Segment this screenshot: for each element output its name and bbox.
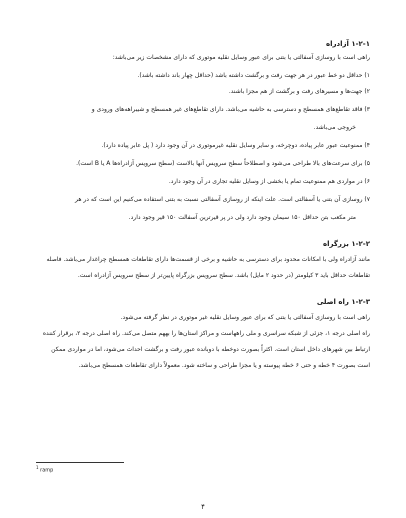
list-item-4: ۴) ممنوعیت عبور عابر پیاده، دوچرخه، و سایر وسایل نقلیه غیرموتوری در آن وجود دارد ( پل عابر پیاده دارد). (101, 142, 370, 149)
expressway-line-2: تقاطعات حداقل باید ۳ کیلومتر (در حدود ۲ مایل) باشد. سطح سرویس بزرگراه پایین‌تر از سطح سرویس آزادراه است. (77, 272, 370, 279)
main-road-line-1: راهی است با روسازی آسفالتی یا بتنی که برای عبور وسایل نقلیه غیر موتوری در نظر گرفته می‌شود. (120, 314, 370, 321)
section-heading-expressway: ۱-۲-۲ بزرگراه (322, 240, 370, 248)
list-item-1: ۱) حداقل دو خط عبور در هر جهت رفت و برگشت داشته باشد (حداقل چهار باند داشته باشد). (137, 72, 370, 79)
list-item-7: ۷) روسازی آن بتنی یا آسفالتی است. علت اینکه از روسازی آسفالتی نسبت به بتنی استفاده می‌کنیم این است که در هر (75, 196, 370, 203)
list-item-6: ۶) در مواردی هم ممنوعیت تمام یا بخشی از وسایل نقلیه تجاری در آن وجود دارد. (168, 178, 370, 185)
section-heading-freeway: ۱-۲-۱ آزادراه (325, 40, 370, 48)
main-road-line-4: است بصورت ۴ خطه و حتی ۶ خطه پیوسته و یا مجزا طراحی و ساخته شود. معمولاً دارای تقاطعات همسطح می‌باشد. (78, 362, 370, 369)
list-item-3: ۳) فاقد تقاطع‌های همسطح و دسترسی به حاشیه می‌باشد. دارای تقاطع‌های غیر همسطح و شیبراهه‌های ورودی و (91, 106, 370, 113)
footnote: $^1$ ramp (36, 465, 54, 474)
list-item-7-cont: متر مکعب بتن حداقل ۱۵۰ سیمان وجود دارد ولی در پر قیرترین آسفالت ۱۵۰ قیر وجود دارد. (128, 214, 356, 221)
list-item-3-cont: خروجی می‌باشد. (313, 124, 356, 131)
section-heading-main-road: ۱-۲-۳ راه اصلی (316, 298, 370, 306)
main-road-line-2: راه اصلی درجه ۱، جزئی از شبکه سراسری و ملی راههاست و مراکز استان‌ها را بههم متصل می‌کند. راه اصلی درجه ۲، برقرار کننده (42, 330, 370, 337)
list-item-5: ۵) برای سرعت‌های بالا طراحی می‌شود و اصطلاحاً سطح سرویس آنها بالاست (سطح سرویس آزادراه‌ها A یا B است). (76, 160, 370, 167)
list-item-2: ۲) جهت‌ها و مسیرهای رفت و برگشت از هم مجزا باشند. (228, 88, 370, 95)
main-road-line-3: ارتباط بین شهرهای داخل استان است. اکثراً بصورت دوخطه با دوبانده عبور رفت و برگشت احداث می‌شود، اما در مواردی ممکن (51, 346, 370, 353)
expressway-line-1: مانند آزادراه ولی با امکانات محدود برای دسترسی به حاشیه و برخی از قسمت‌ها دارای تقاطعات همسطح چراغدار می‌باشد. فاصله (46, 256, 370, 263)
footnote-divider (36, 462, 124, 463)
freeway-intro: راهی است با روسازی آسفالتی یا بتنی برای عبور وسایل نقلیه موتوری که دارای مشخصات زیر می‌باشد: (112, 54, 370, 61)
page-number: ۴ (201, 503, 205, 511)
